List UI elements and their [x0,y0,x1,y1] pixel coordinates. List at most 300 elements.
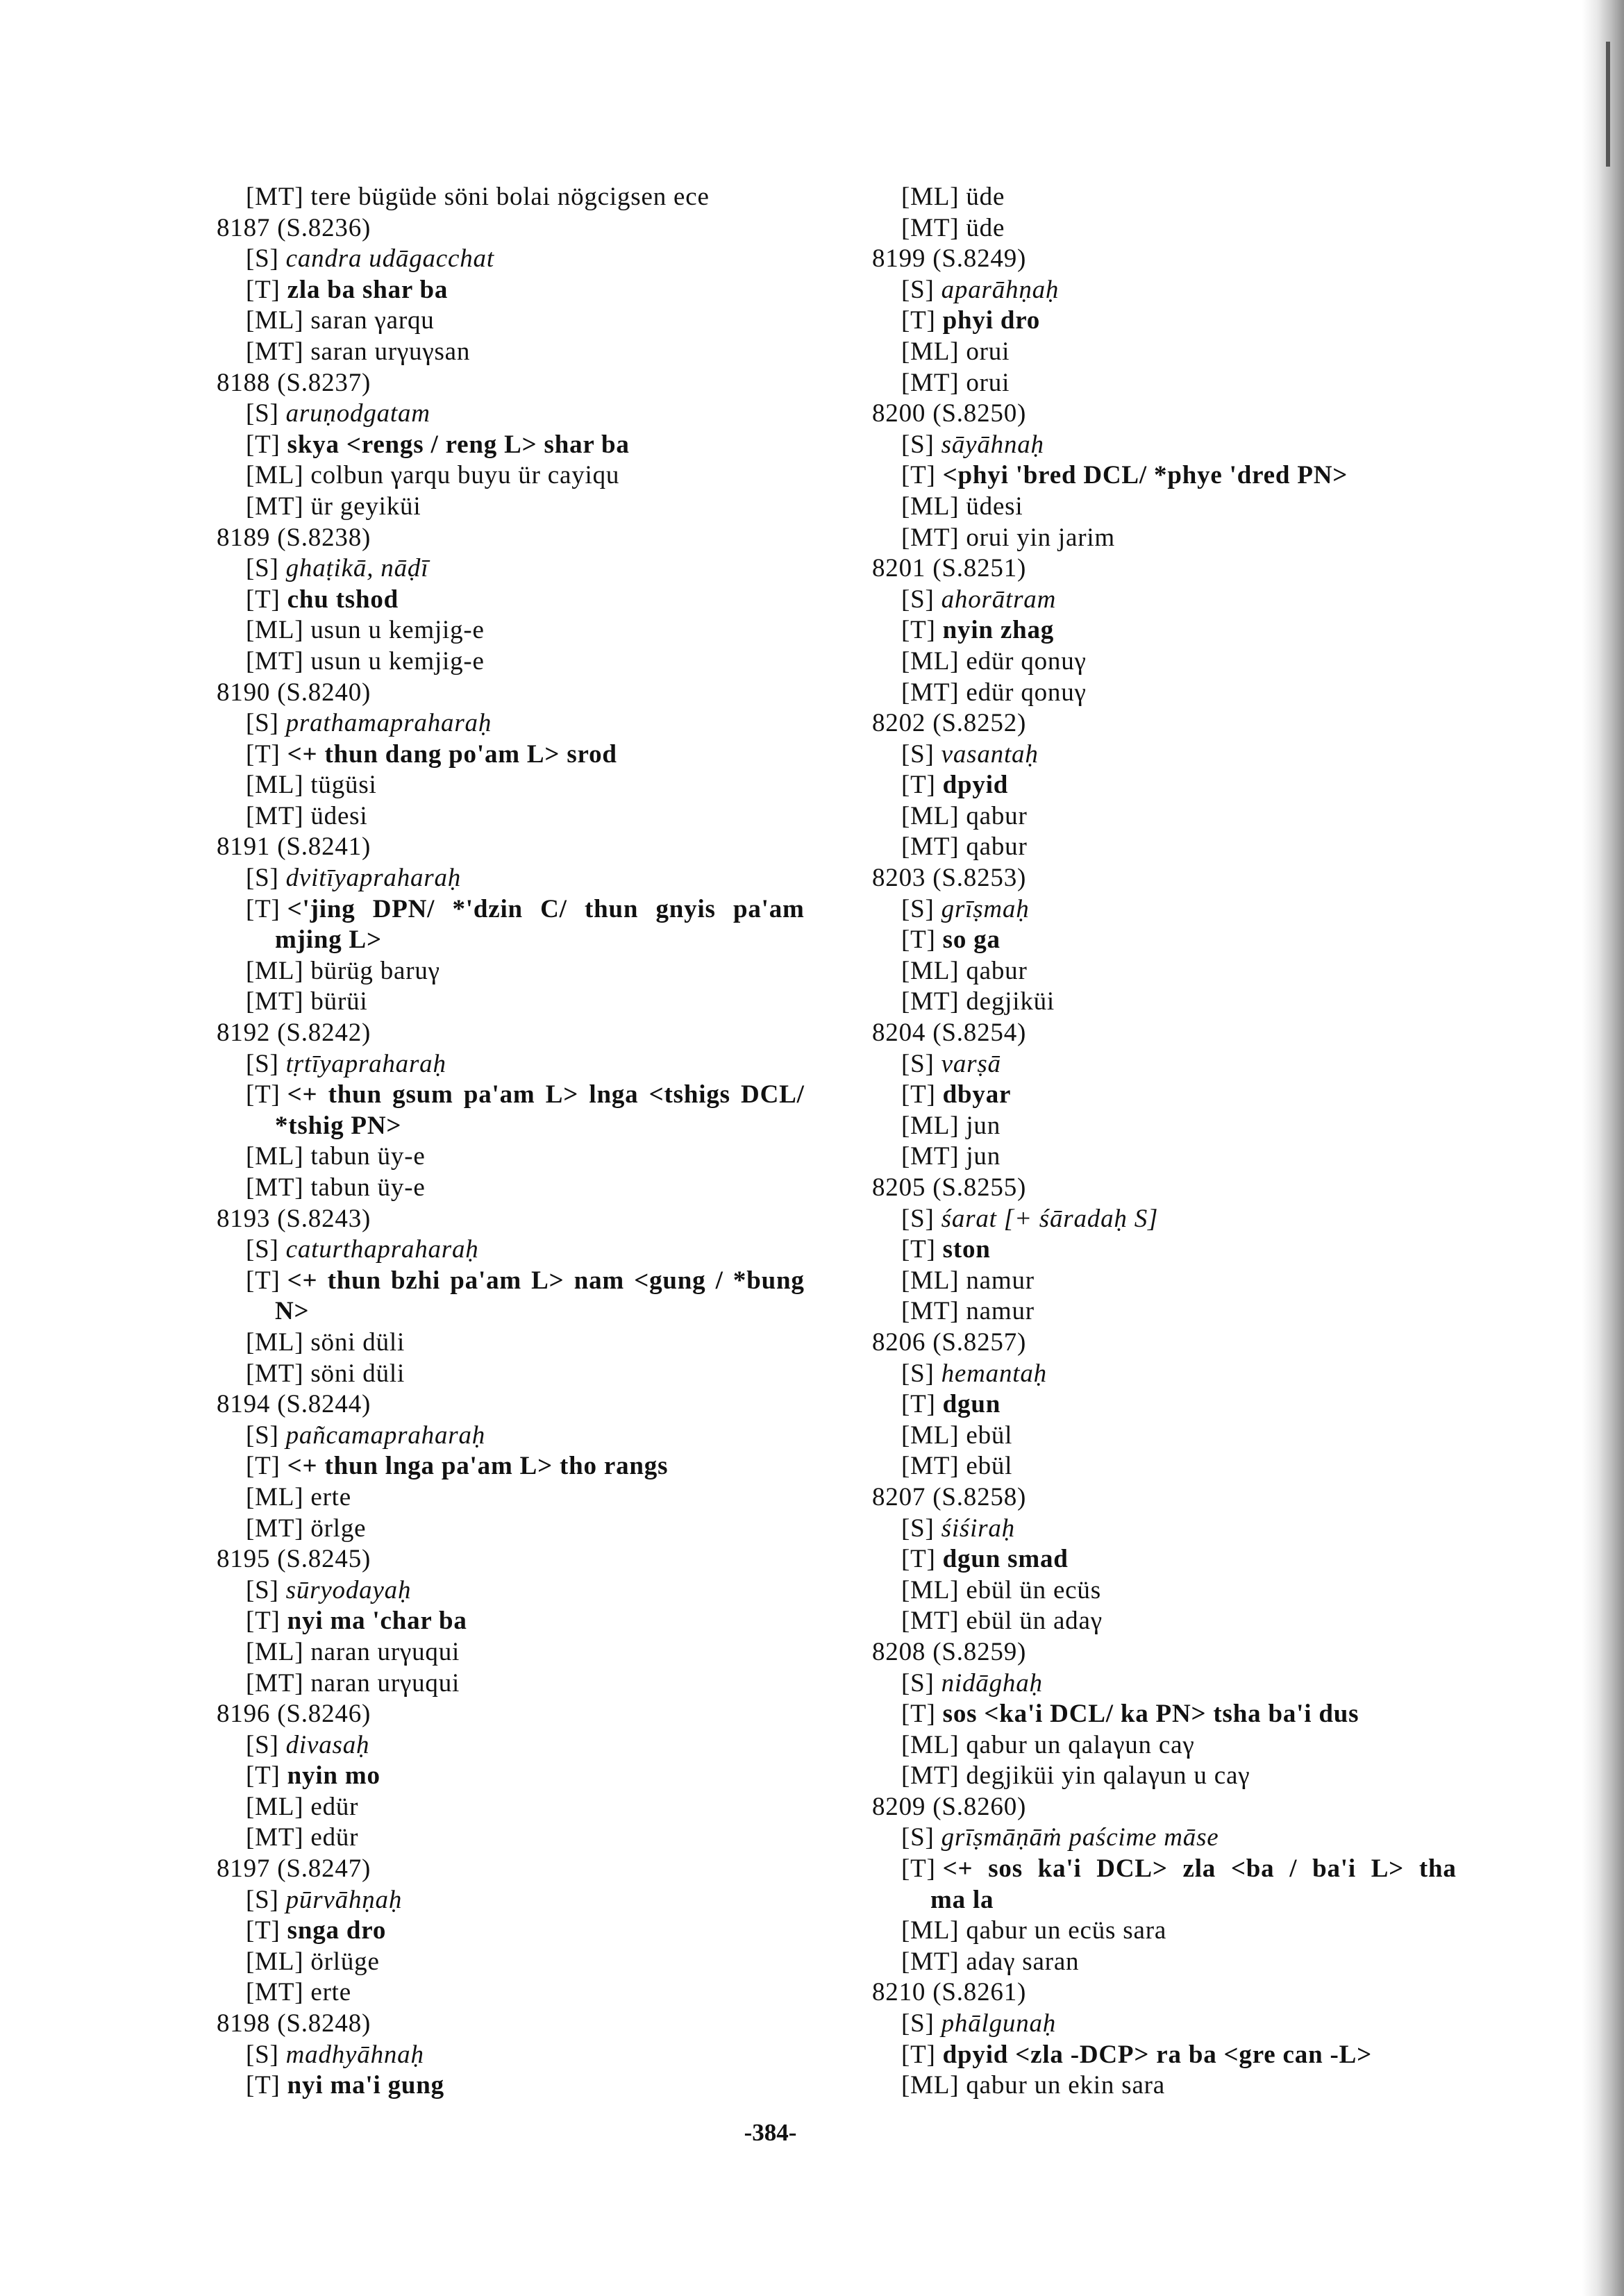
entry-heading [872,553,1457,585]
field-text: <'jing DPN/ *'dzin C/ thun gnyis pa'am [287,894,805,923]
field-text: qabur un qalaγun caγ [966,1730,1195,1759]
field-text: naran urγuqui [310,1637,460,1666]
field-label: [S] [901,275,935,304]
field-text: nyi ma'i gung [287,2071,444,2100]
entry-field [872,1111,1457,1142]
field-label: [MT] [246,1359,304,1388]
entry-field [872,678,1457,709]
field-label: [ML] [901,1916,960,1945]
entry-field [872,1761,1457,1792]
field-label: [S] [901,1823,935,1852]
entry-heading [217,832,805,863]
entry-field [872,1668,1457,1700]
field-text: üdesi [966,492,1023,521]
entry-field [217,739,805,771]
field-text: 8194 (S.8244) [217,1390,371,1419]
entry-heading [872,1977,1457,2009]
field-label: [S] [901,1359,935,1388]
entry-field [872,460,1457,492]
field-label: [S] [901,894,935,923]
field-label: [ML] [246,1947,304,1976]
field-text: madhyāhnaḥ [285,2040,424,2069]
field-text: namur [966,1297,1035,1326]
entry-field [872,801,1457,832]
field-text: śarat [+ śāradaḥ S] [941,1204,1159,1233]
field-label: [T] [246,1761,281,1791]
field-text: 8201 (S.8251) [872,554,1027,583]
field-label: [MT] [901,678,960,707]
field-text: colbun γarqu buyu ür cayiqu [310,461,620,490]
entry-heading [872,1482,1457,1514]
entry-heading [872,708,1457,739]
field-label: [ML] [246,461,304,490]
field-text: dgun smad [942,1545,1069,1574]
field-label: [ML] [901,337,960,366]
field-text: dpyid <zla -DCP> ra ba <gre can -L> [942,2040,1372,2069]
field-text: dgun [942,1390,1001,1419]
field-label: [MT] [901,1761,960,1791]
field-label: [MT] [901,368,960,397]
field-text: tabun üy-e [310,1173,426,1202]
field-label: [T] [246,275,281,304]
entry-field [217,1514,805,1545]
entry-field [217,1977,805,2009]
field-label: [T] [901,925,936,955]
field-text: naran urγuqui [310,1668,460,1698]
entry-field [217,1359,805,1390]
entry-heading [217,368,805,399]
field-text: 8207 (S.8258) [872,1482,1027,1511]
entry-field [217,1080,805,1111]
entry-field [217,182,805,213]
field-label: [S] [901,1668,935,1698]
entry-field [872,925,1457,956]
scan-edge-shadow [1582,0,1624,2296]
entry-field [872,987,1457,1018]
entry-heading [217,1544,805,1575]
field-text: 8209 (S.8260) [872,1792,1027,1821]
field-text: grīṣmaḥ [941,894,1030,923]
entry-field [872,182,1457,213]
field-label: [S] [246,554,279,583]
field-text: ebül [966,1452,1013,1481]
entry-field [217,492,805,523]
entry-field [872,275,1457,306]
entry-field [872,770,1457,801]
field-label: [T] [901,1080,936,1109]
entry-field [872,615,1457,646]
field-label: [T] [246,1452,281,1481]
field-label: [T] [901,616,936,645]
field-text: ma la [930,1885,994,1914]
entry-field [217,770,805,801]
entry-field [217,1885,805,1916]
field-text: 8199 (S.8249) [872,244,1027,274]
field-text: 8202 (S.8252) [872,709,1027,738]
field-label: [ML] [246,306,304,335]
field-label: [ML] [246,956,304,985]
entry-field [872,1514,1457,1545]
field-text: söni düli [310,1359,405,1388]
field-text: dpyid [942,771,1009,800]
field-text: sos <ka'i DCL/ ka PN> tsha ba'i dus [942,1700,1359,1729]
field-text: <+ thun gsum pa'am L> lnga <tshigs DCL/ [287,1080,805,1109]
field-text: qabur [966,832,1028,862]
entry-field [872,1606,1457,1637]
entry-field [217,1730,805,1761]
entry-heading [217,1018,805,1049]
field-label: [T] [246,2071,281,2100]
field-text: 8189 (S.8238) [217,523,371,552]
field-label: [S] [246,2040,279,2069]
entry-heading [872,1018,1457,1049]
field-text: 8204 (S.8254) [872,1019,1027,1048]
field-label: [MT] [901,523,960,552]
field-text: 8210 (S.8261) [872,1978,1027,2007]
field-label: [S] [901,2009,935,2038]
entry-field [872,368,1457,399]
field-text: 8192 (S.8242) [217,1019,371,1048]
entry-field [872,2009,1457,2040]
entry-heading [217,2009,805,2040]
field-text: tügüsi [310,771,377,800]
entry-field [872,1544,1457,1575]
entry-field [872,1296,1457,1327]
field-label: [MT] [246,801,304,830]
field-text: namur [966,1266,1035,1295]
field-label: [MT] [901,1452,960,1481]
field-text: aruṇodgatam [285,399,430,428]
field-label: [ML] [901,646,960,676]
field-label: [ML] [901,1421,960,1450]
field-label: [S] [901,739,935,769]
entry-heading [872,1173,1457,1204]
entry-field [872,956,1457,987]
field-text: örlüge [310,1947,380,1976]
field-label: [T] [246,585,281,614]
entry-field [872,523,1457,554]
field-text: ston [942,1235,991,1264]
left-column [217,182,805,2102]
field-text: degjiküi yin qalaγun u caγ [966,1761,1250,1791]
field-text: örlge [310,1514,367,1543]
field-label: [MT] [246,1668,304,1698]
field-text: tabun üy-e [310,1142,426,1171]
entry-field [872,492,1457,523]
field-text: 8191 (S.8241) [217,832,371,862]
field-text: qabur [966,956,1028,985]
field-label: [T] [901,1390,936,1419]
entry-field [217,1822,805,1854]
field-text: erte [310,1978,351,2007]
field-text: ür geyiküi [310,492,421,521]
field-text: 8205 (S.8255) [872,1173,1027,1202]
field-label: [S] [246,1885,279,1914]
field-label: [MT] [901,1297,960,1326]
field-text: vasantaḥ [941,739,1039,769]
field-text: <+ sos ka'i DCL> zla <ba / ba'i L> tha [942,1854,1457,1884]
field-text: tere bügüde söni bolai nögcigsen ece [310,183,710,211]
field-text: chu tshod [287,585,399,614]
field-text: dvitīyapraharaḥ [285,864,462,893]
field-text: qabur un ecüs sara [966,1916,1167,1945]
entry-field [217,2040,805,2071]
entry-field [872,1699,1457,1730]
field-label: [T] [246,739,281,769]
entry-heading [217,213,805,244]
field-text: 8198 (S.8248) [217,2009,371,2038]
entry-field [217,894,805,925]
field-label: [ML] [246,1327,304,1357]
field-label: [S] [246,244,279,274]
field-text: phālgunaḥ [941,2009,1057,2038]
entry-field [217,244,805,275]
field-text: edür [310,1823,359,1852]
entry-field [217,1637,805,1668]
entry-field [872,1451,1457,1482]
field-text: snga dro [287,1916,387,1945]
field-label: [T] [901,771,936,800]
field-text: <+ thun bzhi pa'am L> nam <gung / *bung [287,1266,805,1295]
entry-field [217,1575,805,1607]
entry-field [217,708,805,739]
field-label: [MT] [246,183,304,211]
entry-field [217,337,805,368]
field-text: ghaṭikā, nāḍī [285,554,429,583]
field-text: ebül ün adaγ [966,1607,1103,1636]
field-label: [ML] [246,616,304,645]
field-label: [S] [901,1514,935,1543]
entry-field [217,553,805,585]
field-label: [MT] [901,987,960,1016]
field-text: ebül ün ecüs [966,1575,1101,1604]
entry-field [217,1792,805,1823]
field-text: *tshig PN> [275,1111,402,1140]
field-text: üde [966,213,1005,242]
field-label: [ML] [246,771,304,800]
entry-field [217,615,805,646]
entry-field [872,305,1457,337]
field-label: [T] [246,1266,281,1295]
field-text: ebül [966,1421,1013,1450]
field-label: [T] [246,1080,281,1109]
entry-heading [872,1327,1457,1359]
field-text: phyi dro [942,306,1041,335]
entry-field [872,430,1457,461]
entry-field [872,739,1457,771]
field-text: varṣā [941,1049,1001,1078]
field-label: [MT] [246,337,304,366]
field-text: nyin mo [287,1761,380,1791]
field-label: [MT] [246,1173,304,1202]
entry-field [217,646,805,678]
field-text: śiśiraḥ [941,1514,1015,1543]
continuation-line [217,925,805,956]
field-label: [ML] [901,1111,960,1140]
entry-heading [872,1637,1457,1668]
field-text: ahorātram [941,585,1057,614]
field-text: caturthapraharaḥ [285,1235,479,1264]
entry-field [872,2070,1457,2102]
field-label: [ML] [901,2071,960,2100]
entry-field [217,1761,805,1792]
field-label: [ML] [901,956,960,985]
entry-field [217,305,805,337]
entry-field [217,275,805,306]
field-text: sāyāhnaḥ [941,430,1044,459]
field-text: degjiküi [966,987,1055,1016]
entry-field [217,1173,805,1204]
field-text: saran γarqu [310,306,435,335]
field-text: 8193 (S.8243) [217,1204,371,1233]
field-text: jun [966,1142,1001,1171]
entry-field [217,1421,805,1452]
field-label: [T] [901,1854,936,1884]
continuation-line [217,1111,805,1142]
field-text: 8197 (S.8247) [217,1854,371,1884]
field-text: üdesi [310,801,368,830]
entry-field [217,399,805,430]
field-label: [MT] [901,1607,960,1636]
entry-field [872,1204,1457,1235]
field-text: 8190 (S.8240) [217,678,371,707]
entry-field [217,1606,805,1637]
entry-field [217,430,805,461]
entry-field [217,987,805,1018]
entry-field [872,1822,1457,1854]
field-label: [T] [246,430,281,459]
entry-heading [872,1792,1457,1823]
field-text: <+ thun dang po'am L> srod [287,739,617,769]
field-text: <+ thun lnga pa'am L> tho rangs [287,1452,669,1481]
field-text: 8203 (S.8253) [872,864,1027,893]
field-label: [T] [246,894,281,923]
field-label: [S] [246,864,279,893]
entry-heading [217,1389,805,1421]
field-text: edür qonuγ [966,678,1087,707]
entry-field [872,894,1457,925]
entry-field [872,585,1457,616]
field-text: erte [310,1482,351,1511]
field-label: [ML] [901,801,960,830]
field-text: qabur un ekin sara [966,2071,1166,2100]
field-label: [T] [246,1916,281,1945]
entry-field [872,1854,1457,1885]
entry-field [872,1730,1457,1761]
field-text: nyin zhag [942,616,1055,645]
field-label: [S] [901,585,935,614]
entry-field [217,1234,805,1266]
field-label: [MT] [246,1514,304,1543]
entry-field [872,1234,1457,1266]
field-label: [S] [246,1575,279,1604]
field-label: [T] [901,1545,936,1574]
field-label: [MT] [246,646,304,676]
page-number: -384- [744,2119,797,2146]
entry-field [872,1575,1457,1607]
field-text: adaγ saran [966,1947,1080,1976]
continuation-line [217,1296,805,1327]
field-label: [MT] [246,492,304,521]
field-label: [ML] [246,1142,304,1171]
field-text: jun [966,1111,1001,1140]
field-text: sūryodayaḥ [285,1575,412,1604]
field-label: [S] [246,1235,279,1264]
field-text: 8206 (S.8257) [872,1327,1027,1357]
field-text: skya <rengs / reng L> shar ba [287,430,630,459]
entry-field [217,1947,805,1978]
field-text: aparāhṇaḥ [941,275,1060,304]
entry-field [872,213,1457,244]
field-label: [MT] [246,1823,304,1852]
field-text: divasaḥ [285,1730,370,1759]
field-label: [ML] [901,492,960,521]
field-text: orui [966,337,1010,366]
entry-heading [217,1699,805,1730]
field-text: orui yin jarim [966,523,1116,552]
field-label: [MT] [246,1978,304,2007]
entry-field [217,2070,805,2102]
field-text: orui [966,368,1010,397]
field-text: so ga [942,925,1001,955]
field-label: [S] [246,399,279,428]
field-text: 8200 (S.8250) [872,399,1027,428]
entry-field [872,1947,1457,1978]
entry-heading [217,1854,805,1885]
entry-field [872,832,1457,863]
field-label: [MT] [901,1142,960,1171]
field-text: 8196 (S.8246) [217,1700,371,1729]
scan-edge-mark [1606,42,1610,167]
field-label: [ML] [901,1730,960,1759]
field-label: [MT] [246,987,304,1016]
continuation-line [872,1885,1457,1916]
entry-field [872,1080,1457,1111]
field-text: 8195 (S.8245) [217,1545,371,1574]
entry-field [872,2040,1457,2071]
field-text: usun u kemjig-e [310,616,485,645]
entry-field [217,1451,805,1482]
field-label: [MT] [901,1947,960,1976]
field-label: [S] [246,1049,279,1078]
field-label: [T] [901,1235,936,1264]
field-label: [MT] [901,213,960,242]
field-text: bürüi [310,987,368,1016]
field-text: 8188 (S.8237) [217,368,371,397]
field-label: [S] [246,1421,279,1450]
field-label: [T] [901,306,936,335]
entry-heading [872,863,1457,894]
entry-field [872,1141,1457,1173]
field-text: nidāghaḥ [941,1668,1043,1698]
field-text: 8208 (S.8259) [872,1637,1027,1666]
entry-field [872,1049,1457,1080]
field-label: [S] [901,430,935,459]
entry-heading [872,399,1457,430]
entry-heading [217,523,805,554]
field-text: qabur [966,801,1028,830]
entry-field [217,585,805,616]
entry-field [872,1916,1457,1947]
field-label: [S] [901,1204,935,1233]
field-label: [MT] [901,832,960,862]
entry-heading [217,1204,805,1235]
field-text: nyi ma 'char ba [287,1607,467,1636]
field-text: 8187 (S.8236) [217,213,371,242]
field-text: üde [966,183,1005,211]
field-label: [ML] [901,1266,960,1295]
field-text: edür qonuγ [966,646,1087,676]
